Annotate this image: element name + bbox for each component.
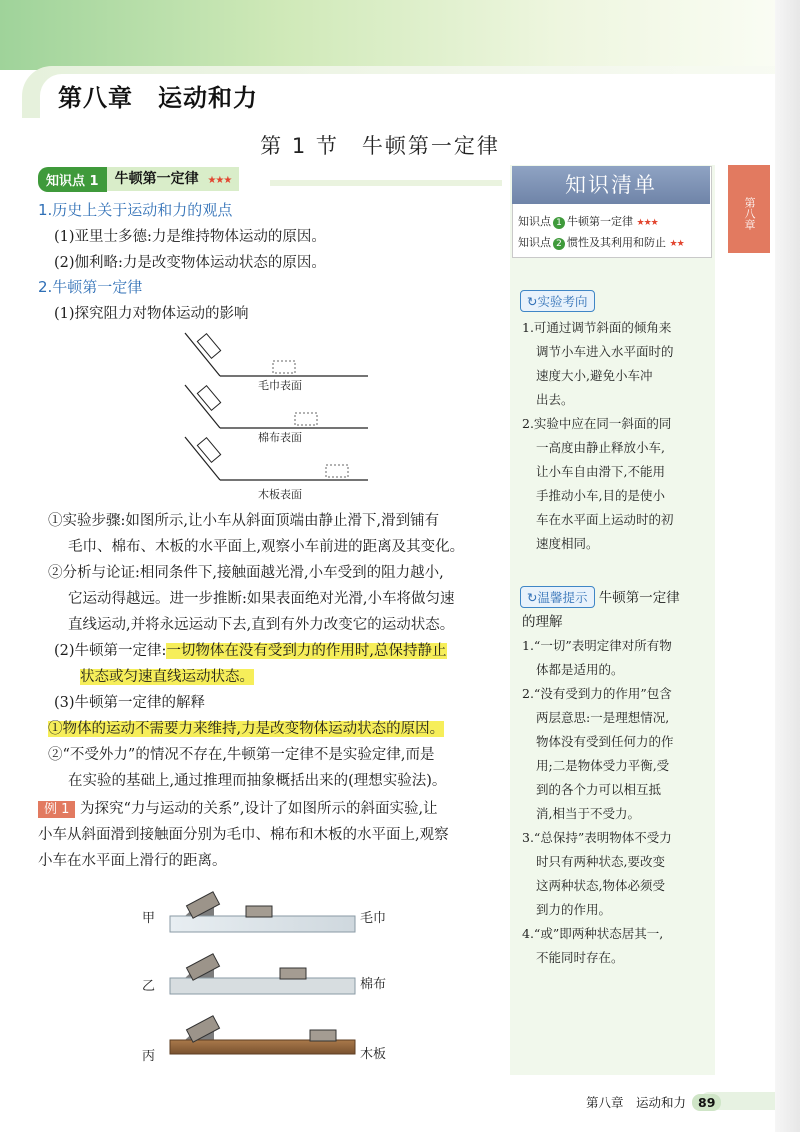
row-label-yi: 乙 [142, 979, 156, 994]
list-item-stars: ★★ [669, 239, 684, 249]
newton-law-highlight-2: 状态或匀速直线运动状态。 [80, 669, 254, 685]
tip-line: 到的各个力可以相互抵 [536, 782, 662, 797]
tip-line: 用;二是物体受力平衡,受 [536, 758, 670, 773]
row-label-towel: 毛巾 [360, 911, 387, 926]
example-line-2: 小车从斜面滑到接触面分别为毛巾、棉布和木板的水平面上,观察 [38, 827, 449, 843]
tip-line: 消,相当于不受力。 [536, 806, 640, 821]
knowledge-list-item [518, 212, 684, 233]
list-item-number: 2 [553, 238, 565, 250]
chapter-side-tab: 第八章 [728, 165, 770, 253]
experiment-tip-line: 车在水平面上运动时的初 [536, 512, 674, 527]
list-item-text: 惯性及其利用和防止 [567, 236, 666, 249]
experiment-tip-line: 速度大小,避免小车冲 [536, 368, 653, 383]
ramp-towel [185, 333, 368, 376]
footer-chapter: 第八章 运动和力 [586, 1095, 687, 1110]
step-2-line-2: 它运动得越远。进一步推断:如果表面绝对光滑,小车将做匀速 [68, 591, 455, 607]
row-label-jia: 甲 [142, 911, 156, 926]
surface-cotton [170, 954, 355, 994]
step-2-line-3: 直线运动,并将永远运动下去,直到有外力改变它的运动状态。 [68, 617, 455, 633]
example-line-3: 小车在水平面上滑行的距离。 [38, 853, 227, 869]
history-item-1: (1)亚里士多德:力是维持物体运动的原因。 [54, 229, 326, 245]
label-cotton: 棉布表面 [258, 431, 302, 444]
subheading-history: 1.历史上关于运动和力的观点 [38, 201, 233, 219]
tip-line: 物体没有受到任何力的作 [536, 734, 674, 749]
step-1-line-2: 毛巾、棉布、木板的水平面上,观察小车前进的距离及其变化。 [68, 539, 465, 555]
experiment-tip-line: 出去。 [536, 392, 574, 407]
experiment-tip-line: 手推动小车,目的是使小 [536, 488, 665, 503]
page-edge [775, 0, 800, 1132]
explanation-item-2-line-2: 在实验的基础上,通过推理而抽象概括出来的(理想实验法)。 [68, 773, 447, 789]
explanation-item-1-text: ①物体的运动不需要力来维持,力是改变物体运动状态的原因。 [48, 721, 445, 737]
explanation-item-2-line-1: ②“不受外力”的情况不存在,牛顿第一定律不是实验定律,而是 [48, 747, 435, 763]
example-tag: 例 1 [38, 801, 75, 818]
row-label-cotton: 棉布 [360, 977, 387, 992]
experiment-tips-tag [520, 290, 595, 312]
star-rating: ★★★ [207, 175, 232, 186]
newton-law-highlight-1: 一切物体在没有受到力的作用时,总保持静止 [166, 643, 447, 659]
experiment-tag-text: 实验考向 [537, 294, 588, 309]
step-1-line-1: ①实验步骤:如图所示,让小车从斜面顶端由静止滑下,滑到铺有 [48, 513, 440, 529]
experiment-tip-line: 2.实验中应在同一斜面的同 [522, 416, 672, 431]
explanation-title: (3)牛顿第一定律的解释 [54, 695, 206, 711]
knowledge-list-title: 知识清单 [512, 166, 710, 204]
knowledge-list [518, 212, 684, 254]
tips-title-2: 的理解 [522, 614, 563, 630]
list-item-prefix: 知识点 [518, 236, 551, 249]
tip-line: 4.“或”即两种状态居其一, [522, 926, 664, 941]
knowledge-point-heading [38, 167, 239, 191]
example-line-1 [38, 796, 438, 823]
tip-line: 这两种状态,物体必须受 [536, 878, 665, 893]
tips-tag-text: 温馨提示 [537, 590, 588, 605]
subheading-newton-law: 2.牛顿第一定律 [38, 278, 143, 296]
newton-law-statement-cont [80, 664, 254, 690]
tip-line: 2.“没有受到力的作用”包含 [522, 686, 672, 701]
experiment-tip-line: 一高度由静止释放小车, [536, 440, 665, 455]
experiment-tip-line: 让小车自由滑下,不能用 [536, 464, 665, 479]
top-banner [0, 0, 800, 70]
tip-line: 不能同时存在。 [536, 950, 624, 965]
newton-law-statement [54, 638, 447, 664]
chapter-title: 第八章 运动和力 [58, 84, 258, 112]
experiment-tag-pill: ↻实验考向 [520, 290, 595, 312]
surface-wood [170, 1016, 355, 1054]
section-title: 第 1 节 牛顿第一定律 [260, 134, 500, 158]
knowledge-point-title-text: 牛顿第一定律 [114, 171, 199, 187]
ramp-experiment-figure [180, 328, 380, 508]
list-item-prefix: 知识点 [518, 215, 551, 228]
list-item-text: 牛顿第一定律 [567, 215, 633, 228]
knowledge-point-tag: 知识点 1 [38, 167, 107, 192]
list-item-stars: ★★★ [636, 218, 658, 228]
row-label-wood: 木板 [360, 1047, 387, 1062]
label-towel: 毛巾表面 [258, 379, 302, 392]
page-number: 89 [692, 1094, 721, 1111]
history-item-2: (2)伽利略:力是改变物体运动状态的原因。 [54, 255, 326, 271]
explanation-item-1 [48, 716, 444, 742]
experiment-tip-line: 调节小车进入水平面时的 [536, 344, 674, 359]
tip-line: 到力的作用。 [536, 902, 612, 917]
label-wood: 木板表面 [258, 488, 302, 501]
tips-list [522, 634, 712, 970]
tip-line: 两层意思:一是理想情况, [536, 710, 670, 725]
experiment-tips [522, 316, 712, 556]
newton-law-prefix: (2)牛顿第一定律: [54, 643, 167, 659]
experiment-tip-line: 1.可通过调节斜面的倾角来 [522, 320, 672, 335]
tips-title-1: 牛顿第一定律 [598, 590, 680, 606]
tip-line: 体都是适用的。 [536, 662, 624, 677]
row-label-bing: 丙 [142, 1049, 156, 1064]
list-item-number: 1 [553, 217, 565, 229]
experiment-tip-line: 速度相同。 [536, 536, 599, 551]
step-2-line-1: ②分析与论证:相同条件下,接触面越光滑,小车受到的阻力越小, [48, 565, 444, 581]
tip-line: 时只有两种状态,要改变 [536, 854, 665, 869]
tip-line: 1.“一切”表明定律对所有物 [522, 638, 672, 653]
example-line-1-text: 为探究“力与运动的关系”,设计了如图所示的斜面实验,让 [80, 801, 438, 817]
tip-line: 3.“总保持”表明物体不受力 [522, 830, 672, 845]
heading-rule [270, 180, 502, 186]
knowledge-list-item [518, 233, 684, 254]
page-footer [586, 1093, 721, 1111]
tips-tag-pill: ↻温馨提示 [520, 586, 595, 608]
example-figure [138, 888, 408, 1078]
experiment-title: (1)探究阻力对物体运动的影响 [54, 306, 249, 322]
surface-towel [170, 892, 355, 932]
knowledge-point-title [107, 167, 240, 191]
tips-heading [520, 586, 680, 608]
